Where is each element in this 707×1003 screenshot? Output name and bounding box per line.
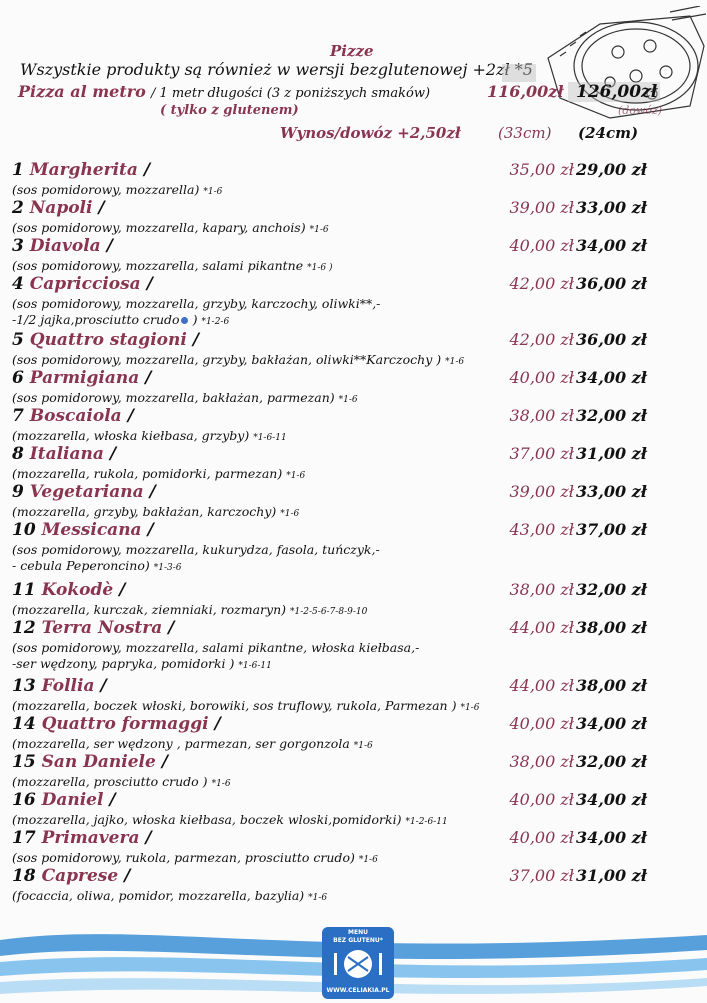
price-small: 36,00 zł [576, 274, 647, 293]
ingredients-line1: (mozzarella, włoska kiełbasa, grzyby) [12, 428, 250, 443]
allergens: *1-2-5-6-7-8-9-10 [290, 607, 368, 617]
allergens: *1-6 [460, 703, 480, 713]
metro-note: ( tylko z glutenem) [160, 103, 299, 118]
price-large: 40,00 zł [509, 236, 574, 255]
ingredients-line1: (sos pomidorowy, mozzarella, salami pikantne [12, 258, 304, 273]
item-title: Boscaiola [29, 406, 122, 426]
price-large: 35,00 zł [509, 160, 574, 179]
item-ingredients [12, 220, 329, 235]
price-small: 34,00 zł [576, 790, 647, 809]
highlight-mark [502, 64, 536, 82]
allergens: *1-6 [358, 855, 378, 865]
item-name: 6 Parmigiana / [12, 368, 152, 388]
allergens: *1-6 ) [307, 263, 333, 273]
price-small: 31,00 zł [576, 444, 647, 463]
item-number: 16 [12, 790, 36, 810]
item-ingredients [12, 850, 378, 865]
metro-description: / 1 metr długości (3 z poniższych smaków) [150, 86, 431, 101]
pizza-al-metro-row [18, 82, 430, 101]
allergens: *1-2-6-11 [405, 817, 448, 827]
price-large: 38,00 zł [509, 580, 574, 599]
allergens: *1-6 [338, 395, 358, 405]
item-number: 4 [12, 274, 24, 294]
allergens: *1-6 [280, 509, 300, 519]
item-name: 18 Caprese / [12, 866, 131, 886]
gluten-free-logo [322, 927, 394, 999]
price-large: 40,00 zł [509, 790, 574, 809]
item-number: 1 [12, 160, 24, 180]
gluten-free-dot-icon [181, 317, 188, 324]
ingredients-line1: (mozzarella, kurczak, ziemniaki, rozmaryn) [12, 602, 287, 617]
allergens: *1-6 [203, 187, 223, 197]
ingredients-line1: (mozzarella, rukola, pomidorki, parmezan) [12, 466, 283, 481]
ingredients-line1: (mozzarella, prosciutto crudo ) [12, 774, 208, 789]
item-ingredients [12, 542, 380, 557]
item-number: 17 [12, 828, 36, 848]
item-title: San Daniele [41, 752, 156, 772]
ingredients-line1: (focaccia, oliwa, pomidor, mozzarella, bazylia) [12, 888, 305, 903]
ingredients-line1: (sos pomidorowy, mozzarella, salami pikantne, włoska kiełbasa,- [12, 640, 420, 655]
item-ingredients [12, 640, 419, 655]
item-name: 16 Daniel / [12, 790, 116, 810]
price-small: 34,00 zł [576, 236, 647, 255]
item-name: 1 Margherita / [12, 160, 151, 180]
item-name: 17 Primavera / [12, 828, 152, 848]
price-small: 31,00 zł [576, 866, 647, 885]
size-small: (24cm) [578, 124, 639, 142]
item-ingredients [12, 390, 358, 405]
item-ingredients [12, 296, 380, 311]
price-small: 33,00 zł [576, 198, 647, 217]
item-title: Margherita [29, 160, 138, 180]
logo-line2: BEZ GLUTENU* [333, 937, 383, 944]
allergens: *1-3-6 [153, 563, 182, 573]
item-ingredients-2 [12, 656, 272, 671]
item-title: Follia [41, 676, 95, 696]
price-small: 37,00 zł [576, 520, 647, 539]
price-large: 44,00 zł [509, 618, 574, 637]
price-large: 39,00 zł [509, 198, 574, 217]
item-title: Quattro stagioni [29, 330, 187, 350]
item-title: Vegetariana [29, 482, 144, 502]
item-number: 9 [12, 482, 24, 502]
ingredients-line1: (mozzarella, ser wędzony , parmezan, ser gorgonzola [12, 736, 350, 751]
item-name: 13 Follia / [12, 676, 107, 696]
item-title: Messicana [41, 520, 142, 540]
item-number: 18 [12, 866, 36, 886]
item-ingredients [12, 602, 367, 617]
ingredients-line1: (sos pomidorowy, mozzarella, grzyby, karczochy, oliwki**,- [12, 296, 381, 311]
ingredients-line1: (sos pomidorowy, mozzarella, kapary, anchois) [12, 220, 306, 235]
metro-sub-label: (dowóz) [618, 104, 663, 117]
ingredients-line2-end: ) [188, 312, 198, 327]
price-large: 40,00 zł [509, 714, 574, 733]
allergens: *1-6-11 [238, 661, 272, 671]
item-name: 3 Diavola / [12, 236, 113, 256]
allergens: *1-6 [445, 357, 465, 367]
item-number: 10 [12, 520, 36, 540]
price-small: 38,00 zł [576, 676, 647, 695]
allergens: *1-2-6 [201, 317, 230, 327]
item-name: 9 Vegetariana / [12, 482, 156, 502]
item-name: 2 Napoli / [12, 198, 105, 218]
item-name: 11 Kokodè / [12, 580, 126, 600]
price-small: 32,00 zł [576, 752, 647, 771]
ingredients-line1: (mozzarella, boczek włoski, borowiki, sos truflowy, rukola, Parmezan ) [12, 698, 457, 713]
item-number: 8 [12, 444, 24, 464]
item-number: 2 [12, 198, 24, 218]
item-number: 6 [12, 368, 24, 388]
price-large: 43,00 zł [509, 520, 574, 539]
gluten-free-note: Wszystkie produkty są również w wersji bezglutenowej +2zł *5 [20, 60, 533, 79]
item-ingredients [12, 812, 448, 827]
item-name: 12 Terra Nostra / [12, 618, 175, 638]
item-title: Quattro formaggi [41, 714, 209, 734]
price-large: 40,00 zł [509, 368, 574, 387]
ingredients-line1: (mozzarella, grzyby, bakłażan, karczochy) [12, 504, 277, 519]
price-large: 42,00 zł [509, 330, 574, 349]
item-ingredients [12, 888, 327, 903]
ingredients-line2: - cebula Peperoncino) [12, 558, 150, 573]
item-ingredients [12, 182, 222, 197]
price-small: 33,00 zł [576, 482, 647, 501]
metro-price-1: 116,00zł [487, 82, 564, 101]
item-ingredients [12, 774, 231, 789]
logo-url: WWW.CELIAKIA.PL [326, 987, 390, 994]
item-number: 3 [12, 236, 24, 256]
price-large: 39,00 zł [509, 482, 574, 501]
ingredients-line2: -ser wędzony, papryka, pomidorki ) [12, 656, 235, 671]
allergens: *1-6 [308, 893, 328, 903]
metro-name: Pizza al metro [18, 82, 146, 101]
item-number: 11 [12, 580, 36, 600]
price-small: 34,00 zł [576, 714, 647, 733]
item-ingredients [12, 698, 479, 713]
item-name: 14 Quattro formaggi / [12, 714, 221, 734]
ingredients-line1: (sos pomidorowy, mozzarella, bakłażan, parmezan) [12, 390, 335, 405]
price-large: 40,00 zł [509, 828, 574, 847]
price-large: 42,00 zł [509, 274, 574, 293]
delivery-surcharge: Wynos/dowóz +2,50zł [280, 124, 461, 142]
item-ingredients-2 [12, 558, 181, 573]
ingredients-line1: (sos pomidorowy, mozzarella, kukurydza, fasola, tuńczyk,- [12, 542, 380, 557]
ingredients-line1: (sos pomidorowy, rukola, parmezan, prosciutto crudo) [12, 850, 355, 865]
price-large: 37,00 zł [509, 866, 574, 885]
item-number: 13 [12, 676, 36, 696]
item-name: 4 Capricciosa / [12, 274, 153, 294]
price-small: 32,00 zł [576, 406, 647, 425]
item-name: 15 San Daniele / [12, 752, 168, 772]
price-large: 37,00 zł [509, 444, 574, 463]
price-large: 38,00 zł [509, 752, 574, 771]
item-title: Parmigiana [29, 368, 140, 388]
price-large: 38,00 zł [509, 406, 574, 425]
item-name: 5 Quattro stagioni / [12, 330, 199, 350]
metro-price-2: 126,00zł [576, 82, 658, 102]
allergens: *1-6 [286, 471, 306, 481]
item-number: 7 [12, 406, 24, 426]
item-title: Italiana [29, 444, 104, 464]
price-small: 34,00 zł [576, 828, 647, 847]
size-large: (33cm) [498, 124, 552, 142]
item-number: 15 [12, 752, 36, 772]
item-title: Terra Nostra [41, 618, 163, 638]
item-number: 14 [12, 714, 36, 734]
item-title: Napoli [29, 198, 93, 218]
item-ingredients [12, 352, 464, 367]
item-title: Capricciosa [29, 274, 141, 294]
item-ingredients [12, 428, 287, 443]
price-small: 29,00 zł [576, 160, 647, 179]
item-title: Kokodè [41, 580, 114, 600]
item-title: Diavola [29, 236, 101, 256]
allergens: *1-6 [211, 779, 231, 789]
item-name: 10 Messicana / [12, 520, 154, 540]
item-number: 12 [12, 618, 36, 638]
price-small: 36,00 zł [576, 330, 647, 349]
item-name: 8 Italiana / [12, 444, 117, 464]
ingredients-line1: (sos pomidorowy, mozzarella) [12, 182, 200, 197]
price-small: 34,00 zł [576, 368, 647, 387]
item-ingredients-2 [12, 312, 229, 327]
section-title: Pizze [330, 42, 374, 60]
ingredients-line1: (mozzarella, jajko, włoska kiełbasa, boczek wloski,pomidorki) [12, 812, 402, 827]
logo-line1: MENU [348, 929, 368, 936]
item-name: 7 Boscaiola / [12, 406, 134, 426]
item-title: Caprese [41, 866, 119, 886]
item-title: Primavera [41, 828, 140, 848]
item-ingredients [12, 736, 373, 751]
price-small: 32,00 zł [576, 580, 647, 599]
item-ingredients [12, 258, 332, 273]
item-ingredients [12, 466, 305, 481]
price-small: 38,00 zł [576, 618, 647, 637]
allergens: *1-6 [309, 225, 329, 235]
allergens: *1-6 [353, 741, 373, 751]
item-number: 5 [12, 330, 24, 350]
price-large: 44,00 zł [509, 676, 574, 695]
ingredients-line1: (sos pomidorowy, mozzarella, grzyby, bakłażan, oliwki**Karczochy ) [12, 352, 442, 367]
allergens: *1-6-11 [253, 433, 287, 443]
item-ingredients [12, 504, 299, 519]
ingredients-line2: -1/2 jajka,prosciutto crudo [12, 312, 180, 327]
item-title: Daniel [41, 790, 104, 810]
